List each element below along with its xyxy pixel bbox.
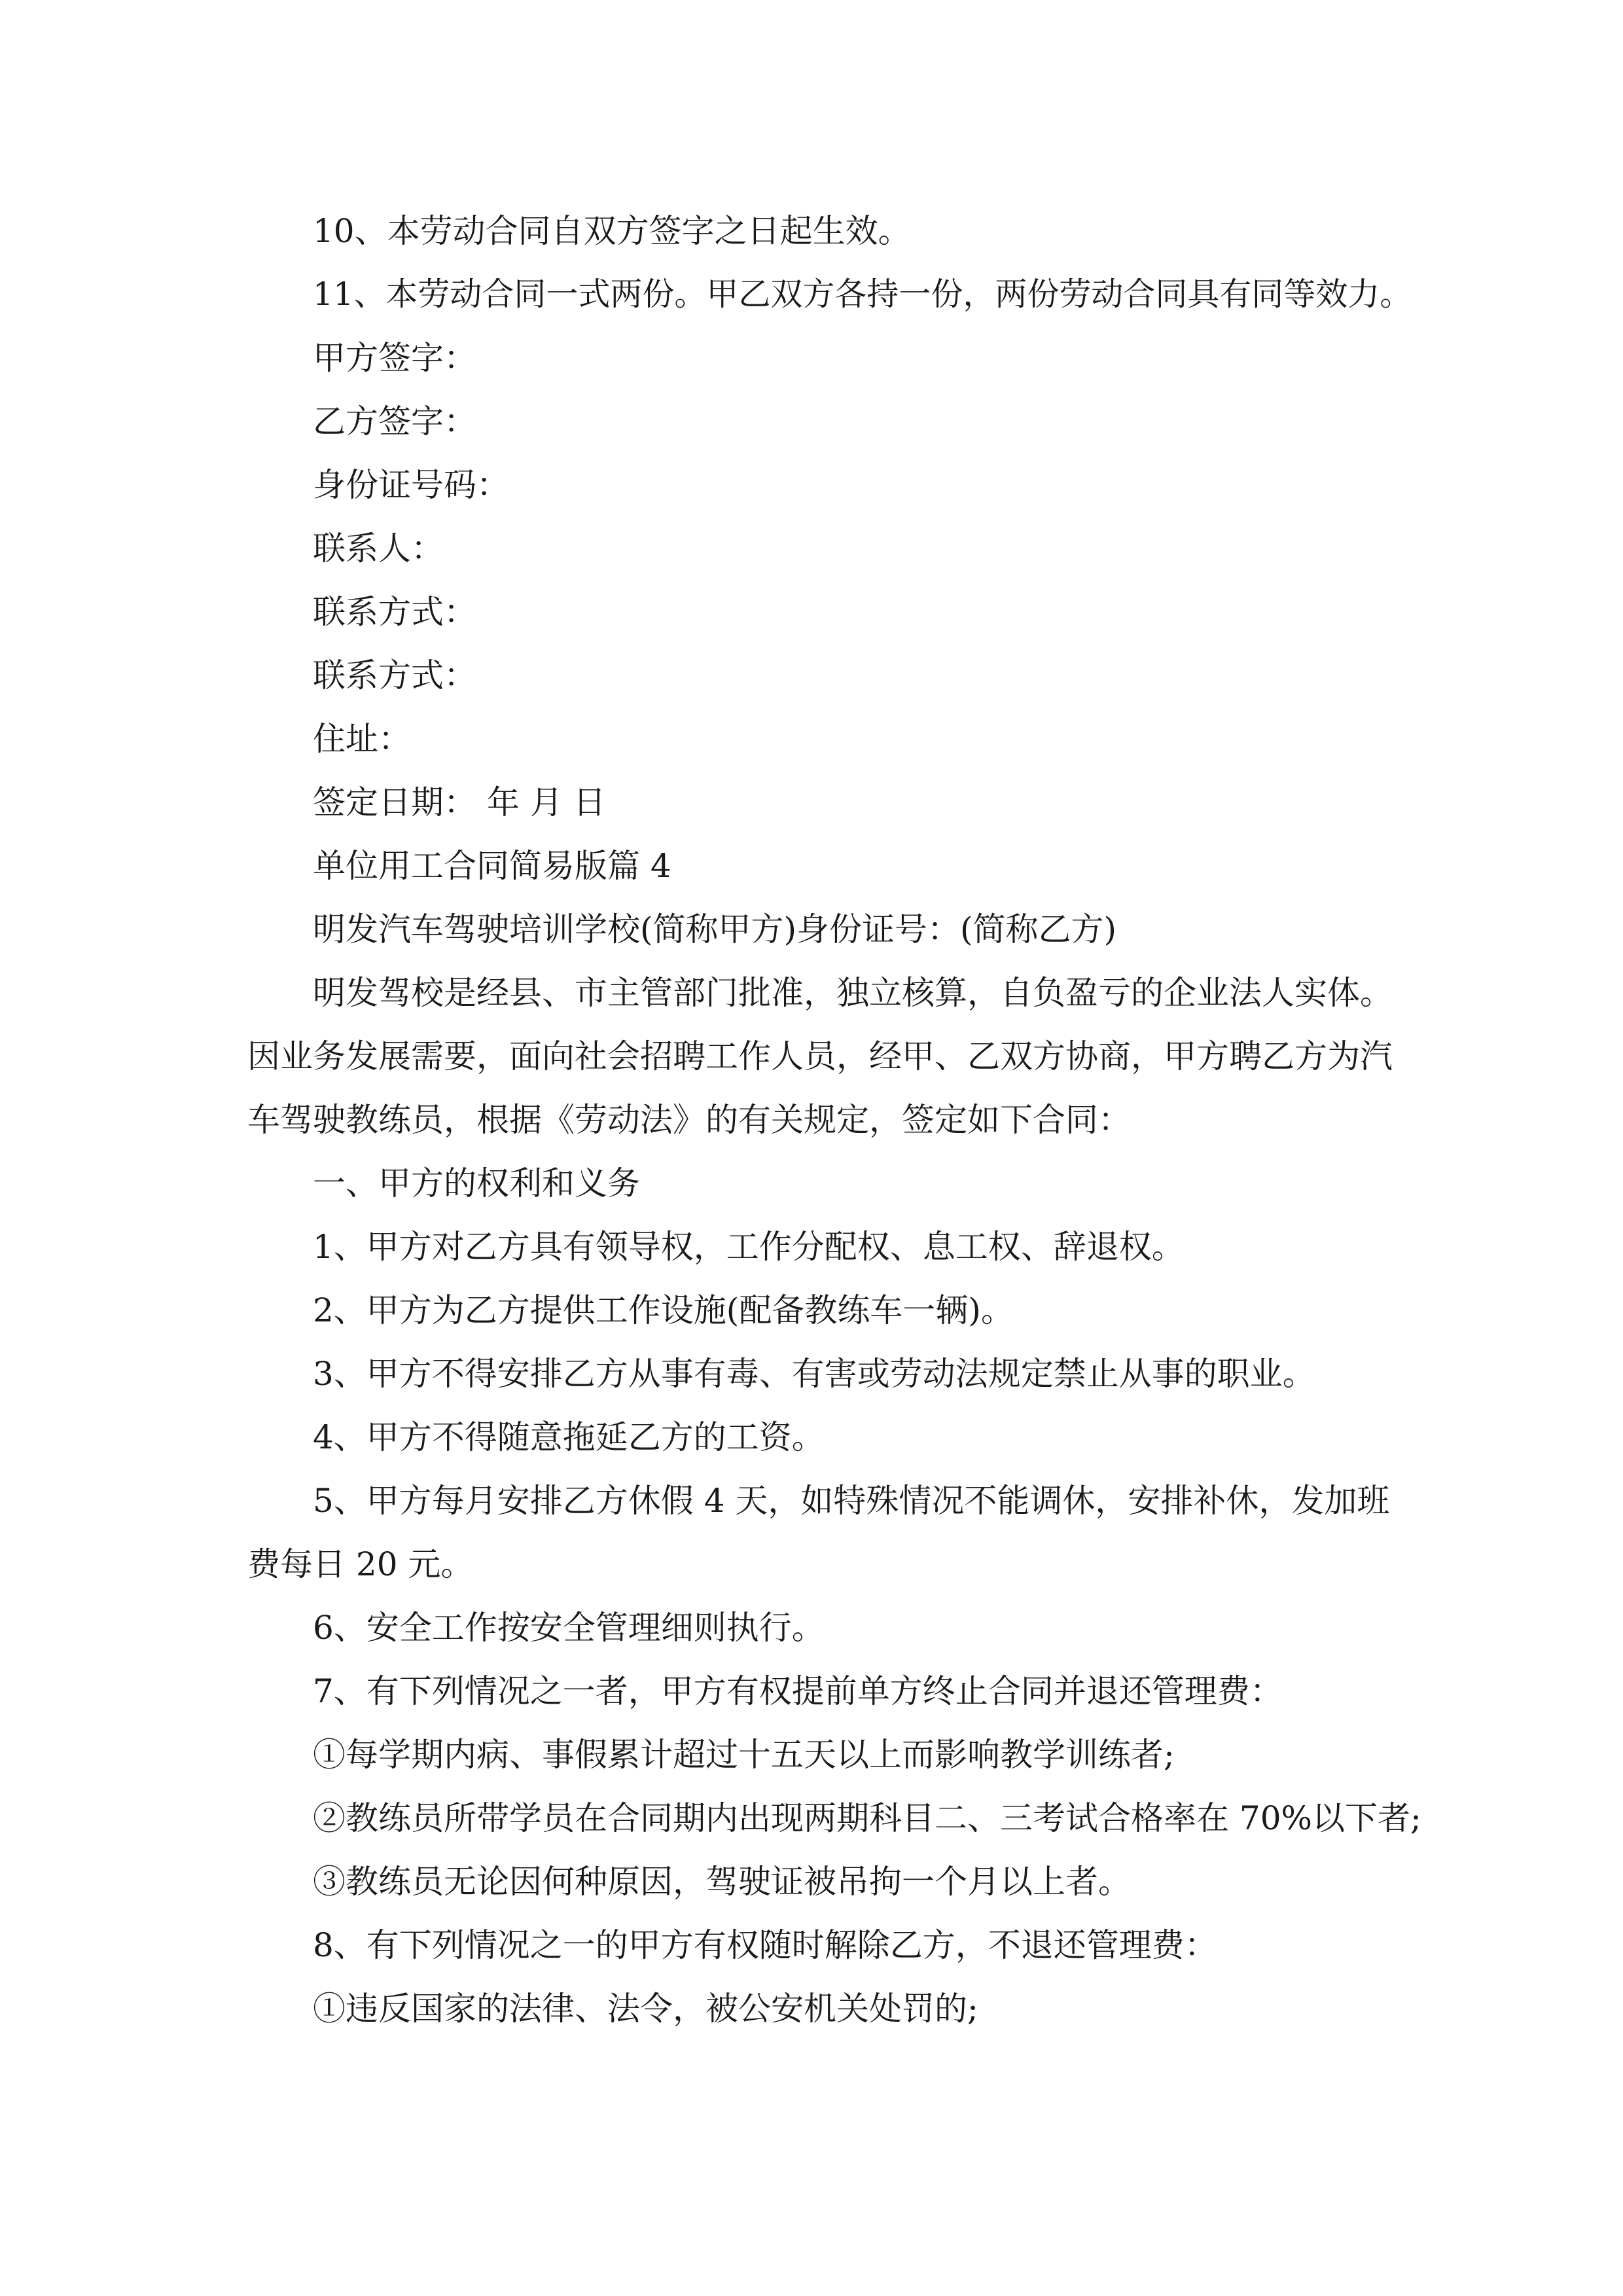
item-4: 4、甲方不得随意拖延乙方的工资。 xyxy=(313,1418,825,1456)
item-7-sub-2: ②教练员所带学员在合同期内出现两期科目二、三考试合格率在 70%以下者; xyxy=(313,1799,1421,1837)
sign-date-label: 签定日期： 年 月 日 xyxy=(313,783,606,821)
section-heading: 单位用工合同简易版篇 4 xyxy=(313,847,671,885)
party-a-rights-heading: 一、甲方的权利和义务 xyxy=(313,1164,640,1202)
intro-paragraph-line-2: 因业务发展需要，面向社会招聘工作人员，经甲、乙双方协商，甲方聘乙方为汽 xyxy=(247,1037,1393,1075)
item-8-sub-1: ①违反国家的法律、法令，被公安机关处罚的; xyxy=(313,1990,978,2028)
intro-paragraph-line-3: 车驾驶教练员，根据《劳动法》的有关规定，签定如下合同： xyxy=(247,1101,1131,1139)
party-b-signature-label: 乙方签字： xyxy=(313,403,476,440)
item-8: 8、有下列情况之一的甲方有权随时解除乙方，不退还管理费： xyxy=(313,1926,1217,1964)
party-a-signature-label: 甲方签字： xyxy=(313,339,476,377)
item-7-sub-1: ①每学期内病、事假累计超过十五天以上而影响教学训练者; xyxy=(313,1736,1175,1774)
item-3: 3、甲方不得安排乙方从事有毒、有害或劳动法规定禁止从事的职业。 xyxy=(313,1355,1315,1393)
contact-method-label-2: 联系方式： xyxy=(313,656,476,694)
item-5-line-2: 费每日 20 元。 xyxy=(247,1545,474,1583)
intro-paragraph-line-1: 明发驾校是经县、市主管部门批准，独立核算，自负盈亏的企业法人实体。 xyxy=(313,974,1393,1012)
id-number-label: 身份证号码： xyxy=(313,466,509,504)
parties-line: 明发汽车驾驶培训学校(简称甲方)身份证号：(简称乙方) xyxy=(313,910,1117,948)
item-7-sub-3: ③教练员无论因何种原因，驾驶证被吊拘一个月以上者。 xyxy=(313,1863,1131,1901)
clause-10: 10、本劳动合同自双方签字之日起生效。 xyxy=(313,212,911,250)
item-2: 2、甲方为乙方提供工作设施(配备教练车一辆)。 xyxy=(313,1291,1014,1329)
item-7: 7、有下列情况之一者，甲方有权提前单方终止合同并退还管理费： xyxy=(313,1672,1283,1710)
item-5-line-1: 5、甲方每月安排乙方休假 4 天，如特殊情况不能调休，安排补休，发加班 xyxy=(313,1482,1390,1520)
contact-method-label: 联系方式： xyxy=(313,593,476,631)
address-label: 住址： xyxy=(313,720,411,758)
item-6: 6、安全工作按安全管理细则执行。 xyxy=(313,1609,825,1647)
contact-person-label: 联系人： xyxy=(313,529,444,567)
item-1: 1、甲方对乙方具有领导权，工作分配权、息工权、辞退权。 xyxy=(313,1228,1185,1266)
clause-11: 11、本劳动合同一式两份。甲乙双方各持一份，两份劳动合同具有同等效力。 xyxy=(313,276,1412,313)
